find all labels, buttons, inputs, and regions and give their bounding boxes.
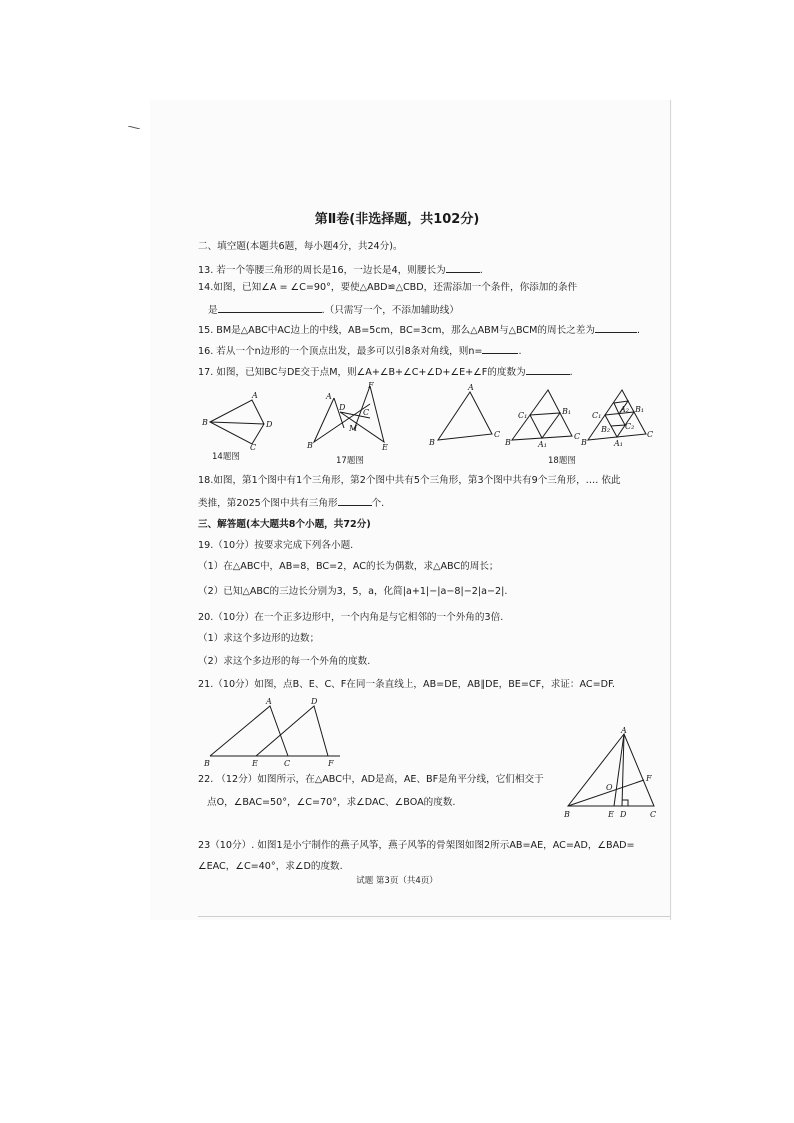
question-15 [198, 322, 640, 337]
fig18-3-label-b1: B₁ [635, 405, 645, 414]
question-14a: 14.如图，已知∠A = ∠C=90°，要使△ABD≌△CBD，还需添加一个条件，你添加的条件 [198, 282, 578, 293]
fig18-2-label-b: B [505, 438, 511, 447]
fig21-label-f: F [328, 759, 334, 768]
q16-text: 16. 若从一个n边形的一个顶点出发，最多可以引8条对角线，则n= [198, 346, 483, 357]
question-23a: 23（10分）. 如图1是小宁制作的燕子风筝，燕子风筝的骨架图如图2所示AB=AE，AC=AD，∠BAD= [198, 840, 635, 851]
fig18-3-label-c: C [647, 430, 654, 439]
q13-blank [446, 262, 480, 273]
question-22b: 点O，∠BAC=50°，∠C=70°，求∠DAC、∠BOA的度数. [207, 797, 456, 808]
question-18a: 18.如图，第1个图中有1个三角形，第2个图中共有5个三角形，第3个图中共有9个三角形，…. 依此 [198, 475, 621, 486]
q17-blank [526, 364, 570, 375]
q18-b-pre: 类推，第2025个图中共有三角形 [198, 498, 338, 509]
fig17-label-a: A [326, 392, 332, 401]
question-21: 21.（10分）如图，点B、E、C、F在同一条直线上，AB=DE，AB∥DE，BE=CF，求证：AC=DF. [198, 679, 616, 690]
part3-header: 三、解答题(本大题共8个小题，共72分) [198, 519, 371, 530]
question-22a: 22. （12分）如图所示，在△ABC中，AD是高，AE、BF是角平分线，它们相交于 [198, 774, 544, 785]
question-20-1: （1）求这个多边形的边数； [198, 633, 320, 644]
figure-21 [200, 694, 350, 770]
fig18-3-label-b2: B₂ [601, 425, 611, 434]
question-19-2: （2）已知△ABC的三边长分别为3，5，a，化简|a+1|−|a−8|−2|a−2|. [198, 586, 508, 597]
fig18-1-label-a: A [468, 383, 474, 392]
fig14-label-d: D [266, 420, 273, 429]
fig22-label-a: A [621, 726, 627, 735]
fig18-3-label-a2: A₂ [620, 405, 629, 414]
fig22-label-b: B [564, 810, 570, 819]
q16-end: . [518, 346, 522, 357]
q18-b-post: 个. [371, 498, 385, 509]
question-23b: ∠EAC，∠C=40°，求∠D的度数. [198, 861, 343, 872]
fig17-label-b: B [307, 441, 313, 450]
fig21-label-a: A [266, 697, 272, 706]
part2-header: 二、填空题(本题共6题，每小题4分，共24分)。 [198, 241, 403, 252]
question-18b [198, 495, 384, 510]
fig22-label-e: E [608, 810, 614, 819]
q15-blank [595, 322, 637, 333]
fig21-label-d: D [311, 697, 318, 706]
question-17 [198, 364, 573, 379]
q14-blank [218, 302, 322, 313]
question-20-2: （2）求这个多边形的每一个外角的度数. [198, 656, 371, 667]
q15-text: 15. BM是△ABC中AC边上的中线，AB=5cm，BC=3cm，那么△ABM与△BCM的周长之差为 [198, 325, 595, 336]
q16-blank [482, 343, 518, 354]
fig18-2-label-c: C [574, 432, 581, 441]
fig21-label-c: C [284, 759, 291, 768]
fig22-label-c: C [650, 810, 657, 819]
question-19: 19.（10分）按要求完成下列各小题. [198, 540, 354, 551]
fig17-label-c: C [363, 408, 370, 417]
figure-18 [426, 382, 656, 448]
fig21-label-b: B [204, 759, 210, 768]
fig18-2-label-a1: A₁ [538, 440, 547, 448]
figure-22 [558, 726, 662, 820]
q18-blank [338, 495, 372, 506]
fig18-2-label-b1: B₁ [562, 407, 572, 416]
fig17-label-m: M [349, 424, 358, 433]
fig18-3-label-c1: C₁ [592, 411, 602, 420]
fig14-caption: 14题图 [212, 452, 240, 462]
question-19-1: （1）在△ABC中，AB=8，BC=2，AC的长为偶数，求△ABC的周长； [198, 561, 499, 572]
question-14b [198, 302, 459, 317]
q13-end: . [479, 265, 483, 276]
question-20: 20.（10分）在一个正多边形中，一个内角是与它相邻的一个外角的3倍. [198, 612, 504, 623]
q14-b-post: .（只需写一个，不添加辅助线） [321, 305, 459, 316]
fig22-label-f: F [646, 774, 652, 783]
fig22-label-d: D [620, 810, 627, 819]
fig17-label-f: F [368, 382, 374, 390]
q17-text: 17. 如图，已知BC与DE交于点M，则∠A+∠B+∠C+∠D+∠E+∠F的度数为 [198, 367, 526, 378]
page-footer: 试题 第3页（共4页） [356, 876, 438, 886]
fig17-caption: 17题图 [336, 456, 364, 466]
q15-end: . [636, 325, 641, 336]
fig14-label-b: B [202, 418, 208, 427]
fig18-2-label-c1: C₁ [518, 411, 528, 420]
fig21-label-e: E [252, 759, 258, 768]
q17-end: . [569, 367, 573, 378]
question-13 [198, 262, 483, 277]
fig18-1-label-c: C [494, 430, 501, 439]
fig18-3-label-c2: C₂ [625, 422, 635, 431]
fig18-3-label-a1: A₁ [614, 439, 623, 448]
fig18-caption: 18题图 [548, 456, 576, 466]
fig18-1-label-b: B [429, 438, 435, 447]
fig14-label-c: C [250, 443, 257, 450]
q14-b-pre: 是 [208, 305, 218, 316]
fig14-label-a: A [252, 391, 258, 400]
question-16 [198, 343, 522, 358]
bottom-rule [198, 916, 670, 917]
fig22-label-o: O [606, 783, 613, 792]
figure-14 [200, 388, 280, 450]
section-title: 第Ⅱ卷(非选择题，共102分) [314, 212, 480, 227]
scan-mark [128, 126, 140, 129]
fig17-label-e: E [382, 443, 388, 452]
figure-17 [306, 382, 392, 452]
q13-text: 13. 若一个等腰三角形的周长是16，一边长是4，则腰长为 [198, 265, 446, 276]
fig17-label-d: D [339, 403, 346, 412]
fig18-3-label-b: B [581, 438, 587, 447]
